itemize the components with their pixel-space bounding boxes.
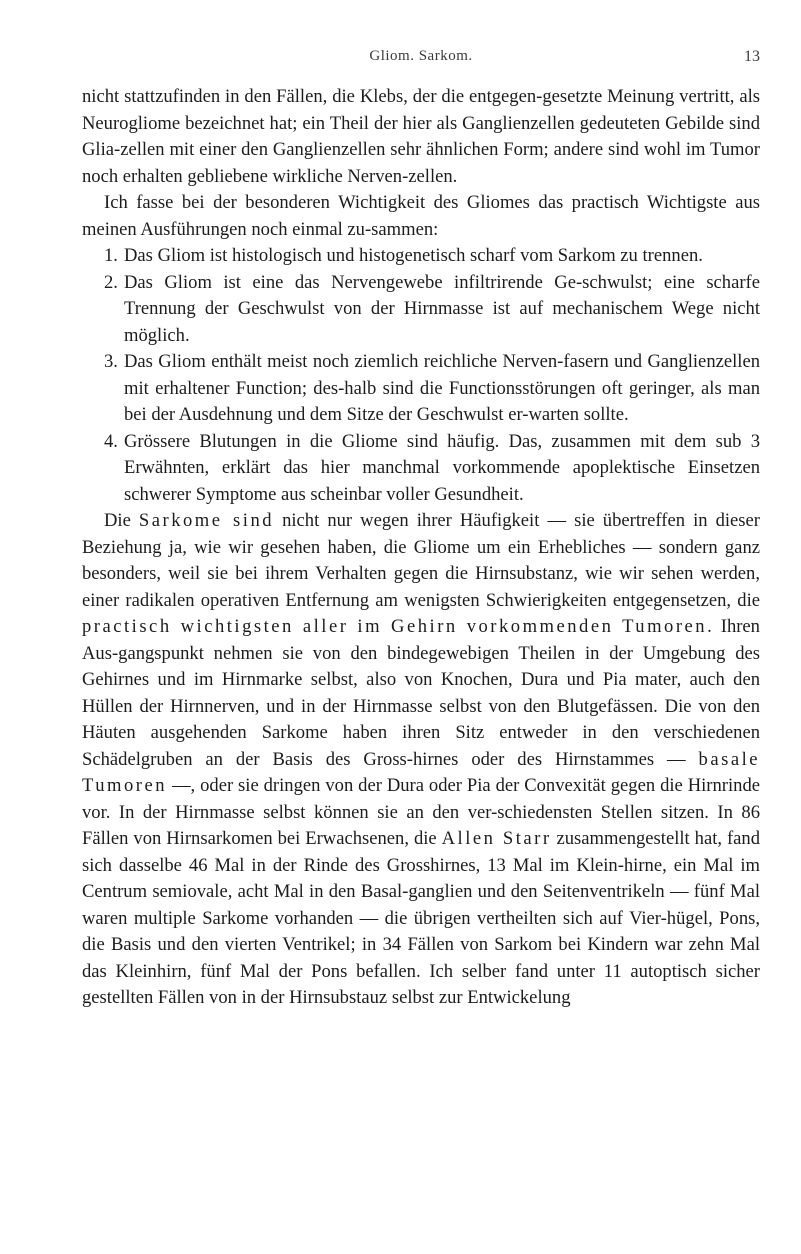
list-item-number: 2.: [104, 271, 118, 293]
running-head: [82, 48, 760, 74]
text-run: Die: [104, 510, 139, 531]
list-item-text: Grössere Blutungen in die Gliome sind häufig. Das, zusammen mit dem sub 3 Erwähnten, erklärt das hier manchmal vorkommende apoplektische Einsetzen schwerer Symptome aus scheinbar voller Gesundheit.: [124, 430, 760, 505]
emphasis-allen-starr: Allen Starr: [441, 828, 552, 849]
list-item-text: Das Gliom enthält meist noch ziemlich reichliche Nerven-fasern und Ganglienzellen mit erhaltener Function; des-halb sind die Functionsstörungen oft geringer, als man bei der Ausdehnung und dem Sitze der Geschwulst er-warten sollte.: [124, 351, 760, 425]
emphasis-sarkome: Sarkome sind: [138, 510, 275, 531]
list-item-number: 4.: [104, 430, 118, 452]
book-page: [82, 48, 760, 1012]
body-text: [82, 84, 760, 1012]
emphasis-basale-tumoren: basale Tumoren: [82, 748, 760, 796]
numbered-list: [82, 243, 760, 508]
page-number: 13: [744, 48, 760, 65]
text-run: Ihren Aus-gangspunkt nehmen sie von den bindegewebigen Theilen in der Umgebung des Gehirnes und im Hirnmarke selbst, also von Knochen, Dura und Pia mater, auch den Hüllen der Hirnnerven, und in der Hirnmasse selbst von den Blutgefässen. Die von den Häuten ausgehenden Sarkome haben ihren Sitz entweder in den verschiedenen Schädelgruben an der Basis des Gross-hirnes oder des Hirnstammes —: [82, 616, 760, 770]
list-item: [82, 270, 760, 350]
list-item-number: 1.: [104, 245, 118, 266]
list-item-number: 3.: [104, 351, 118, 372]
list-item: [82, 349, 760, 429]
text-run: zusammengestellt hat, fand sich dasselbe 46 Mal in der Rinde des Grosshirnes, 13 Mal im Klein-hirne, ein Mal im Centrum semiovale, acht Mal in den Basal-ganglien und den Seitenventrikeln — fünf Mal waren multiple Sarkome vorhanden — die übrigen vertheilten sich auf Vier-hügel, Pons, die Basis und den vierten Ventrikel; in 34 Fällen von Sarkom bei Kindern war zehn Mal das Kleinhirn, fünf Mal der Pons befallen. Ich selber fand unter 11 autoptisch sicher gestellten Fällen von in der Hirnsubstauz selbst zur Entwickelung: [82, 828, 760, 1008]
paragraph-3: [82, 508, 760, 1012]
paragraph-1: nicht stattzufinden in den Fällen, die Klebs, der die entgegen-gesetzte Meinung vertritt, als Neurogliome bezeichnet hat; ein Theil der hier als Ganglienzellen gedeuteten Gebilde sind Glia-zellen mit einer den Ganglienzellen sehr ähnlichen Form; andere sind wohl im Tumor noch erhalten gebliebene wirkliche Nerven-zellen.: [82, 86, 760, 187]
running-title: Gliom. Sarkom.: [369, 48, 473, 64]
emphasis-practisch-wichtigsten: practisch wichtigsten aller im Gehirn vorkommenden Tumoren.: [82, 616, 715, 637]
list-item-text: Das Gliom ist histologisch und histogenetisch scharf vom Sarkom zu trennen.: [124, 245, 703, 266]
list-item-text: Das Gliom ist eine das Nervengewebe infiltrirende Ge-schwulst; eine scharfe Trennung der Geschwulst von der Hirnmasse ist auf mechanischem Wege nicht möglich.: [124, 271, 760, 346]
list-item: [82, 429, 760, 509]
list-item: [82, 243, 760, 270]
text-run: —, oder sie dringen von der Dura oder Pia der Convexität gegen die Hirnrinde vor. In der Hirnmasse selbst können sie an den ver-schiedensten Stellen sitzen. In 86 Fällen von Hirnsarkomen bei Erwachsenen, die: [82, 775, 760, 849]
text-run: nicht nur wegen ihrer Häufigkeit — sie übertreffen in dieser Beziehung ja, wie wir gesehen haben, die Gliome um ein Erhebliches — sondern ganz besonders, weil sie bei ihrem Verhalten gegen die Hirnsubstanz, wie wir sehen werden, einer radikalen operativen Entfernung am wenigsten Schwierigkeiten entgegensetzen, die: [82, 510, 760, 611]
paragraph-2: Ich fasse bei der besonderen Wichtigkeit des Gliomes das practisch Wichtigste aus meinen Ausführungen noch einmal zu-sammen:: [82, 192, 760, 240]
